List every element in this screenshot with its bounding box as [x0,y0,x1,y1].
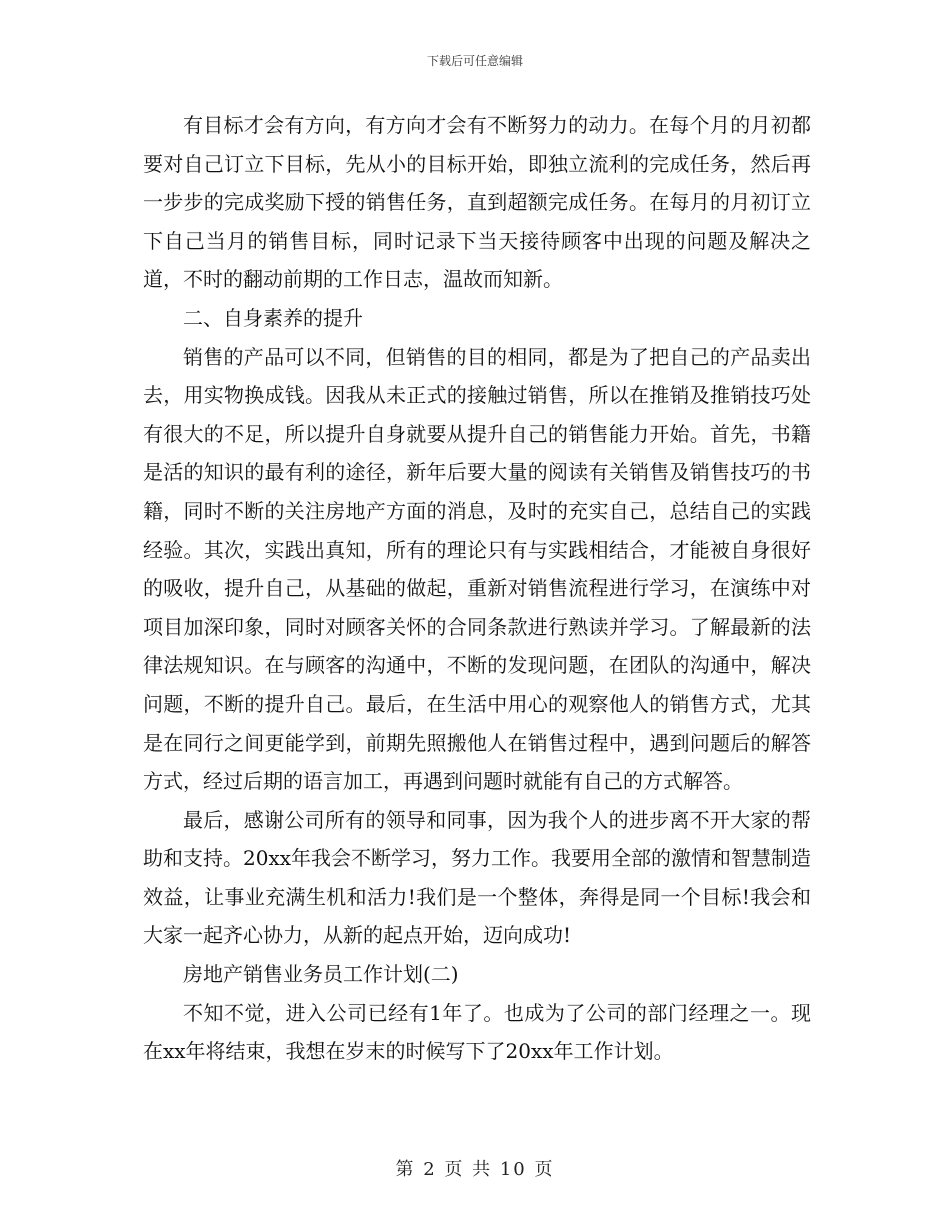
document-body [143,106,811,1071]
paragraph-goals: 有目标才会有方向，有方向才会有不断努力的动力。在每个月的月初都要对自己订立下目标，先从小的目标开始，即独立流利的完成任务，然后再一步步的完成奖励下授的销售任务，直到超额完成任务。在每月的月初订立下自己当月的销售目标，同时记录下当天接待顾客中出现的问题及解决之道，不时的翻动前期的工作日志，温故而知新。 [143,113,811,292]
paragraph-thanks: 最后，感谢公司所有的领导和同事，因为我个人的进步离不开大家的帮助和支持。20xx年我会不断学习，努力工作。我要用全部的激情和智慧制造效益，让事业充满生机和活力!我们是一个整体，奔得是同一个目标!我会和大家一起齐心协力，从新的起点开始，迈向成功! [143,807,812,948]
page-header-note: 下载后可任意编辑 [426,54,523,68]
section-heading-self-improvement: 二、自身素养的提升 [183,305,363,330]
paragraph-plan-intro: 不知不觉，进入公司已经有1年了。也成为了公司的部门经理之一。现在xx年将结束，我想在岁末的时候写下了20xx年工作计划。 [143,1000,811,1064]
page-number-footer: 第 2 页 共 10 页 [395,1159,555,1180]
paragraph-self-improvement: 销售的产品可以不同，但销售的目的相同，都是为了把自己的产品卖出去，用实物换成钱。因我从未正式的接触过销售，所以在推销及推销技巧处有很大的不足，所以提升自身就要从提升自己的销售能力开始。首先，书籍是活的知识的最有利的途径，新年后要大量的阅读有关销售及销售技巧的书籍，同时不断的关注房地产方面的消息，及时的充实自己，总结自己的实践经验。其次，实践出真知，所有的理论只有与实践相结合，才能被自身很好的吸收，提升自己，从基础的做起，重新对销售流程进行学习，在演练中对项目加深印象，同时对顾客关怀的合同条款进行熟读并学习。了解最新的法律法规知识。在与顾客的沟通中，不断的发现问题，在团队的沟通中，解决问题，不断的提升自己。最后，在生活中用心的观察他人的销售方式，尤其是在同行之间更能学到，前期先照搬他人在销售过程中，遇到问题后的解答方式，经过后期的语言加工，再遇到问题时就能有自己的方式解答。 [143,344,811,794]
section-title-plan-two: 房地产销售业务员工作计划(二) [183,962,459,987]
